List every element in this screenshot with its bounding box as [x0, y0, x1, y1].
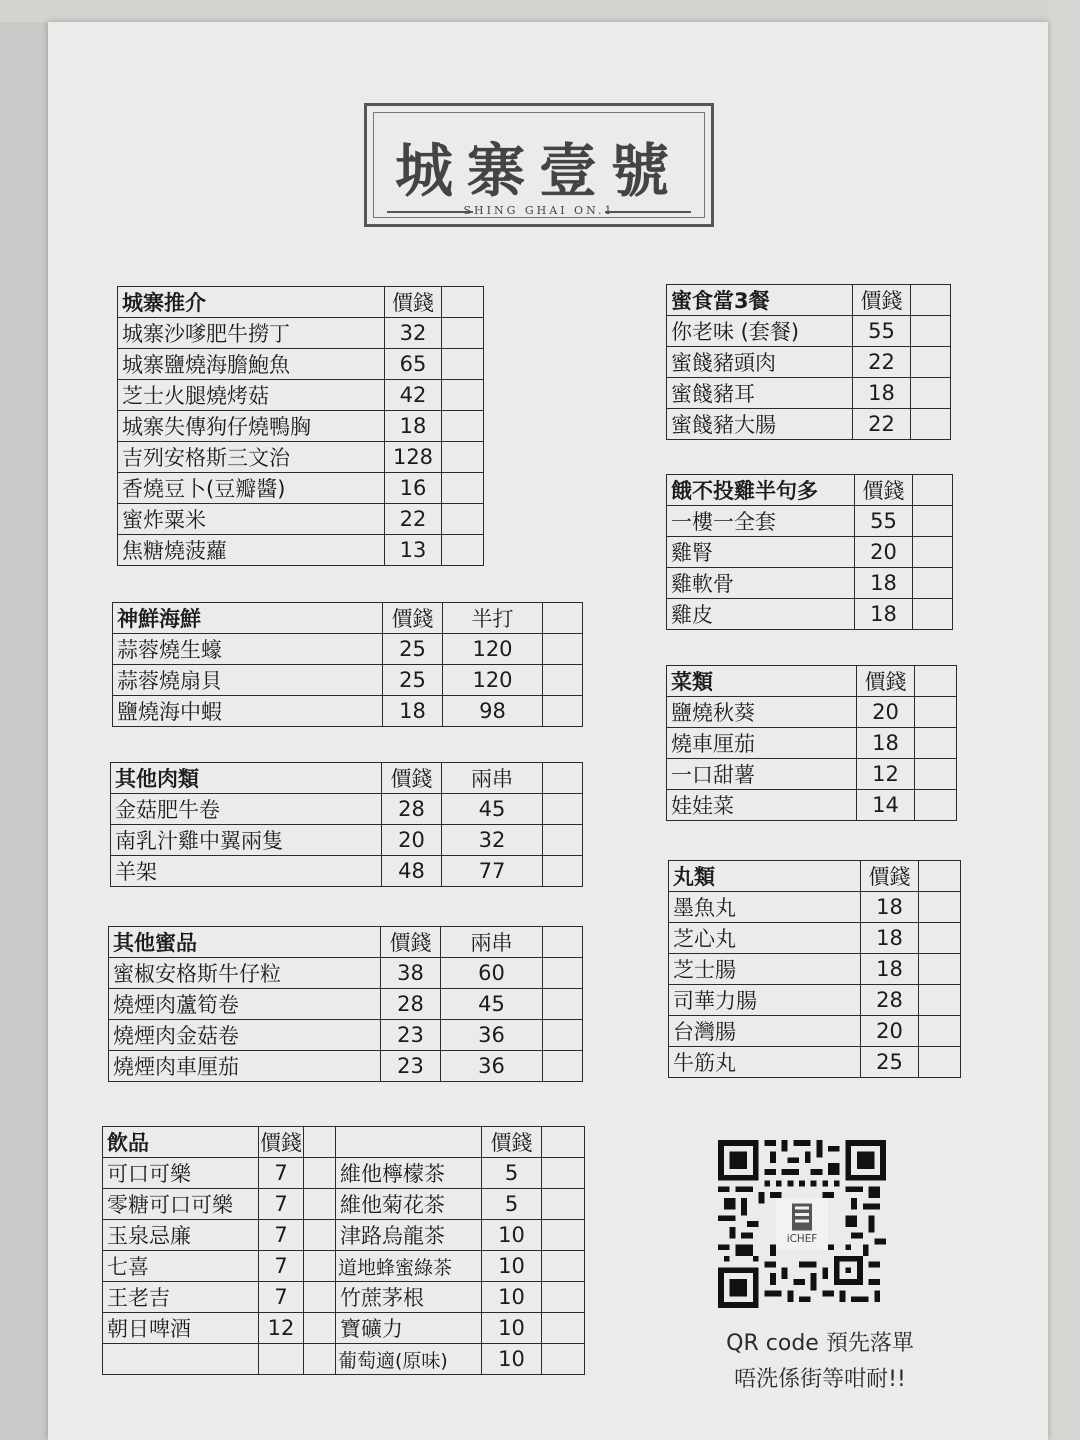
- check-cell: [304, 1189, 336, 1220]
- item-name: 蜜炸粟米: [118, 504, 385, 535]
- item-name: 一口甜薯: [667, 759, 857, 790]
- section-title: 其他蜜品: [109, 927, 381, 958]
- check-cell: [543, 763, 583, 794]
- table-row: [113, 696, 583, 727]
- item-price: 128: [385, 442, 442, 473]
- item-extra-price: 120: [443, 634, 543, 665]
- item-price: 25: [383, 665, 443, 696]
- check-cell: [542, 1189, 585, 1220]
- item-price: 10: [482, 1251, 542, 1282]
- price-header-2: 價錢: [482, 1127, 542, 1158]
- table-row: [109, 1051, 583, 1082]
- table-row: [669, 923, 961, 954]
- check-cell: [542, 1251, 585, 1282]
- item-name: 寶礦力: [336, 1313, 482, 1344]
- item-name: 王老吉: [103, 1282, 259, 1313]
- item-price: 32: [385, 318, 442, 349]
- check-cell: [542, 1127, 585, 1158]
- section-title: 神鮮海鮮: [113, 603, 383, 634]
- item-price: 7: [259, 1282, 304, 1313]
- check-cell: [915, 790, 957, 821]
- check-cell: [542, 1220, 585, 1251]
- qr-caption-line2: 唔洗係街等咁耐!!: [734, 1367, 906, 1392]
- item-name: 城寨失傳狗仔燒鴨胸: [118, 411, 385, 442]
- check-cell: [913, 475, 953, 506]
- table-row: [667, 759, 957, 790]
- item-price: 65: [385, 349, 442, 380]
- item-price: 25: [861, 1047, 919, 1078]
- item-name: 金菇肥牛卷: [111, 794, 382, 825]
- item-price: 55: [853, 316, 911, 347]
- half-dozen-header: 半打: [443, 603, 543, 634]
- item-name: 娃娃菜: [667, 790, 857, 821]
- check-cell: [543, 634, 583, 665]
- check-cell: [543, 989, 583, 1020]
- table-row: [118, 473, 484, 504]
- item-name: 蜜餞豬耳: [667, 378, 853, 409]
- item-name: 香燒豆卜(豆瓣醬): [118, 473, 385, 504]
- item-price: 38: [381, 958, 441, 989]
- item-price: 14: [857, 790, 915, 821]
- price-header: 價錢: [857, 666, 915, 697]
- table-row: [667, 506, 953, 537]
- item-price: 23: [381, 1051, 441, 1082]
- price-header: 價錢: [855, 475, 913, 506]
- item-extra-price: 32: [442, 825, 543, 856]
- item-price: 18: [385, 411, 442, 442]
- check-cell: [442, 473, 484, 504]
- table-header: [669, 861, 961, 892]
- item-name: 城寨沙嗲肥牛撈丁: [118, 318, 385, 349]
- check-cell: [919, 892, 961, 923]
- item-name: 葡萄適(原味): [336, 1344, 482, 1375]
- check-cell: [913, 568, 953, 599]
- item-name: 燒煙肉車厘茄: [109, 1051, 381, 1082]
- item-name: 玉泉忌廉: [103, 1220, 259, 1251]
- table-header: [103, 1127, 585, 1158]
- table-row: [109, 958, 583, 989]
- item-extra-price: 60: [441, 958, 543, 989]
- check-cell: [442, 287, 484, 318]
- check-cell: [304, 1127, 336, 1158]
- check-cell: [543, 927, 583, 958]
- table-row: [109, 989, 583, 1020]
- item-extra-price: 36: [441, 1020, 543, 1051]
- check-cell: [919, 985, 961, 1016]
- section-title: 丸類: [669, 861, 861, 892]
- item-price: 22: [853, 347, 911, 378]
- check-cell: [442, 504, 484, 535]
- item-price: 28: [381, 989, 441, 1020]
- item-price: 18: [855, 568, 913, 599]
- table-row: [118, 504, 484, 535]
- price-header: 價錢: [382, 763, 442, 794]
- item-price: 18: [855, 599, 913, 630]
- check-cell: [919, 1047, 961, 1078]
- item-name: 道地蜂蜜綠茶: [336, 1251, 482, 1282]
- item-name: 燒車厘茄: [667, 728, 857, 759]
- check-cell: [911, 316, 951, 347]
- check-cell: [442, 318, 484, 349]
- table-row: [103, 1344, 585, 1375]
- item-price: 16: [385, 473, 442, 504]
- item-name: 城寨鹽燒海膽鮑魚: [118, 349, 385, 380]
- item-name: 鹽燒秋葵: [667, 697, 857, 728]
- price-header: 價錢: [861, 861, 919, 892]
- item-name: 羊架: [111, 856, 382, 887]
- check-cell: [442, 349, 484, 380]
- check-cell: [304, 1220, 336, 1251]
- table-row: [669, 1047, 961, 1078]
- section-title: 其他肉類: [111, 763, 382, 794]
- empty-cell: [103, 1344, 259, 1375]
- item-name: 芝心丸: [669, 923, 861, 954]
- check-cell: [543, 825, 583, 856]
- table-row: [118, 442, 484, 473]
- item-extra-price: 98: [443, 696, 543, 727]
- table-row: [667, 409, 951, 440]
- table-row: [103, 1313, 585, 1344]
- table-header: [113, 603, 583, 634]
- section-title: 菜類: [667, 666, 857, 697]
- item-extra-price: 120: [443, 665, 543, 696]
- table-row: [667, 537, 953, 568]
- item-price: 28: [382, 794, 442, 825]
- item-price: 7: [259, 1220, 304, 1251]
- item-name: 台灣腸: [669, 1016, 861, 1047]
- table-row: [118, 380, 484, 411]
- item-extra-price: 45: [442, 794, 543, 825]
- check-cell: [442, 442, 484, 473]
- item-name: 蜜椒安格斯牛仔粒: [109, 958, 381, 989]
- item-name: 朝日啤酒: [103, 1313, 259, 1344]
- check-cell: [442, 535, 484, 566]
- item-price: 18: [857, 728, 915, 759]
- check-cell: [919, 861, 961, 892]
- section-title: 餓不投雞半句多: [667, 475, 855, 506]
- table-header: [667, 475, 953, 506]
- background-right: [1048, 0, 1080, 1440]
- check-cell: [543, 1051, 583, 1082]
- item-price: 18: [861, 923, 919, 954]
- item-price: 5: [482, 1158, 542, 1189]
- item-price: 7: [259, 1189, 304, 1220]
- price-header: 價錢: [383, 603, 443, 634]
- empty-cell: [259, 1344, 304, 1375]
- table-row: [103, 1189, 585, 1220]
- table-header: [118, 287, 484, 318]
- check-cell: [915, 666, 957, 697]
- check-cell: [542, 1158, 585, 1189]
- check-cell: [304, 1282, 336, 1313]
- logo-subtitle: SHING GHAI ON.1: [463, 204, 615, 217]
- check-cell: [911, 409, 951, 440]
- table-row: [109, 1020, 583, 1051]
- item-name: 雞軟骨: [667, 568, 855, 599]
- check-cell: [542, 1344, 585, 1375]
- two-skewers-header: 兩串: [441, 927, 543, 958]
- table-header: [111, 763, 583, 794]
- check-cell: [919, 923, 961, 954]
- qr-caption-line1: QR code 預先落單: [726, 1331, 914, 1356]
- check-cell: [543, 958, 583, 989]
- table-row: [111, 856, 583, 887]
- table-row: [667, 316, 951, 347]
- check-cell: [919, 1016, 961, 1047]
- price-header: 價錢: [381, 927, 441, 958]
- check-cell: [542, 1282, 585, 1313]
- table-row: [667, 728, 957, 759]
- item-price: 20: [382, 825, 442, 856]
- set3-table: [666, 284, 951, 440]
- item-name: 蒜蓉燒扇貝: [113, 665, 383, 696]
- table-row: [669, 954, 961, 985]
- item-name: 雞腎: [667, 537, 855, 568]
- item-name: 可口可樂: [103, 1158, 259, 1189]
- table-row: [103, 1158, 585, 1189]
- check-cell: [543, 696, 583, 727]
- background-top: [0, 0, 1080, 22]
- item-price: 18: [861, 954, 919, 985]
- table-row: [113, 665, 583, 696]
- item-price: 18: [861, 892, 919, 923]
- item-price: 18: [853, 378, 911, 409]
- item-name: 竹蔗茅根: [336, 1282, 482, 1313]
- section-title: 飲品: [103, 1127, 259, 1158]
- item-price: 10: [482, 1282, 542, 1313]
- chicken-table: [666, 474, 953, 630]
- item-price: 10: [482, 1313, 542, 1344]
- table-row: [103, 1282, 585, 1313]
- price-header: 價錢: [853, 285, 911, 316]
- price-header: 價錢: [259, 1127, 304, 1158]
- table-header: [109, 927, 583, 958]
- table-row: [118, 535, 484, 566]
- item-name: 蜜餞豬頭肉: [667, 347, 853, 378]
- item-price: 23: [381, 1020, 441, 1051]
- item-name: 南乳汁雞中翼兩隻: [111, 825, 382, 856]
- item-price: 13: [385, 535, 442, 566]
- check-cell: [442, 411, 484, 442]
- item-price: 12: [259, 1313, 304, 1344]
- price-header: 價錢: [385, 287, 442, 318]
- table-row: [118, 318, 484, 349]
- table-row: [669, 985, 961, 1016]
- table-row: [111, 825, 583, 856]
- check-cell: [911, 378, 951, 409]
- item-name: 鹽燒海中蝦: [113, 696, 383, 727]
- item-name: 墨魚丸: [669, 892, 861, 923]
- item-price: 28: [861, 985, 919, 1016]
- item-price: 20: [855, 537, 913, 568]
- item-name: 一樓一全套: [667, 506, 855, 537]
- check-cell: [543, 856, 583, 887]
- item-name: 七喜: [103, 1251, 259, 1282]
- two-skewers-header: 兩串: [442, 763, 543, 794]
- check-cell: [304, 1251, 336, 1282]
- item-name: 吉列安格斯三文治: [118, 442, 385, 473]
- item-price: 5: [482, 1189, 542, 1220]
- recommend-table: [117, 286, 484, 566]
- seafood-table: [112, 602, 583, 727]
- item-name: 雞皮: [667, 599, 855, 630]
- item-name: 司華力腸: [669, 985, 861, 1016]
- item-price: 48: [382, 856, 442, 887]
- item-price: 18: [383, 696, 443, 727]
- item-price: 12: [857, 759, 915, 790]
- check-cell: [915, 697, 957, 728]
- item-name: 你老味 (套餐): [667, 316, 853, 347]
- item-name: 牛筋丸: [669, 1047, 861, 1078]
- check-cell: [442, 380, 484, 411]
- item-name: 芝士腸: [669, 954, 861, 985]
- item-name: 燒煙肉金菇卷: [109, 1020, 381, 1051]
- item-name: 維他檸檬茶: [336, 1158, 482, 1189]
- item-extra-price: 77: [442, 856, 543, 887]
- item-name: 蒜蓉燒生蠔: [113, 634, 383, 665]
- item-price: 25: [383, 634, 443, 665]
- table-row: [111, 794, 583, 825]
- item-name: 零糖可口可樂: [103, 1189, 259, 1220]
- check-cell: [915, 728, 957, 759]
- table-row: [667, 599, 953, 630]
- meat-table: [110, 762, 583, 887]
- check-cell: [915, 759, 957, 790]
- item-extra-price: 36: [441, 1051, 543, 1082]
- table-row: [667, 568, 953, 599]
- item-price: 42: [385, 380, 442, 411]
- check-cell: [911, 347, 951, 378]
- check-cell: [919, 954, 961, 985]
- check-cell: [543, 1020, 583, 1051]
- table-row: [667, 790, 957, 821]
- item-name: 維他菊花茶: [336, 1189, 482, 1220]
- table-row: [118, 349, 484, 380]
- table-row: [118, 411, 484, 442]
- check-cell: [304, 1344, 336, 1375]
- item-price: 10: [482, 1220, 542, 1251]
- item-price: 20: [861, 1016, 919, 1047]
- item-price: 55: [855, 506, 913, 537]
- table-row: [669, 892, 961, 923]
- table-row: [667, 378, 951, 409]
- check-cell: [304, 1313, 336, 1344]
- check-cell: [542, 1313, 585, 1344]
- item-name: 焦糖燒菠蘿: [118, 535, 385, 566]
- item-price: 20: [857, 697, 915, 728]
- ichef-logo-text: iCHEF: [786, 1232, 818, 1245]
- check-cell: [543, 665, 583, 696]
- honey-table: [108, 926, 583, 1082]
- check-cell: [543, 603, 583, 634]
- table-row: [667, 697, 957, 728]
- item-name: 津路烏龍茶: [336, 1220, 482, 1251]
- table-header: [667, 285, 951, 316]
- item-name: 蜜餞豬大腸: [667, 409, 853, 440]
- check-cell: [913, 506, 953, 537]
- table-header: [667, 666, 957, 697]
- table-row: [113, 634, 583, 665]
- check-cell: [543, 794, 583, 825]
- item-price: 22: [385, 504, 442, 535]
- table-row: [103, 1220, 585, 1251]
- check-cell: [913, 537, 953, 568]
- section-title: 蜜食當3餐: [667, 285, 853, 316]
- item-name: 芝士火腿燒烤菇: [118, 380, 385, 411]
- drinks-table: [102, 1126, 585, 1375]
- item-price: 7: [259, 1251, 304, 1282]
- item-extra-price: 45: [441, 989, 543, 1020]
- item-price: 10: [482, 1344, 542, 1375]
- veg-table: [666, 665, 957, 821]
- item-price: 22: [853, 409, 911, 440]
- check-cell: [304, 1158, 336, 1189]
- item-name: 燒煙肉蘆筍卷: [109, 989, 381, 1020]
- table-row: [669, 1016, 961, 1047]
- qr-code[interactable]: [718, 1140, 886, 1308]
- section-title: 城寨推介: [118, 287, 385, 318]
- check-cell: [911, 285, 951, 316]
- restaurant-logo: [364, 103, 714, 227]
- logo-title: 城寨壹號: [394, 137, 683, 205]
- blank-header: [336, 1127, 482, 1158]
- item-price: 7: [259, 1158, 304, 1189]
- table-row: [103, 1251, 585, 1282]
- check-cell: [913, 599, 953, 630]
- balls-table: [668, 860, 961, 1078]
- table-row: [667, 347, 951, 378]
